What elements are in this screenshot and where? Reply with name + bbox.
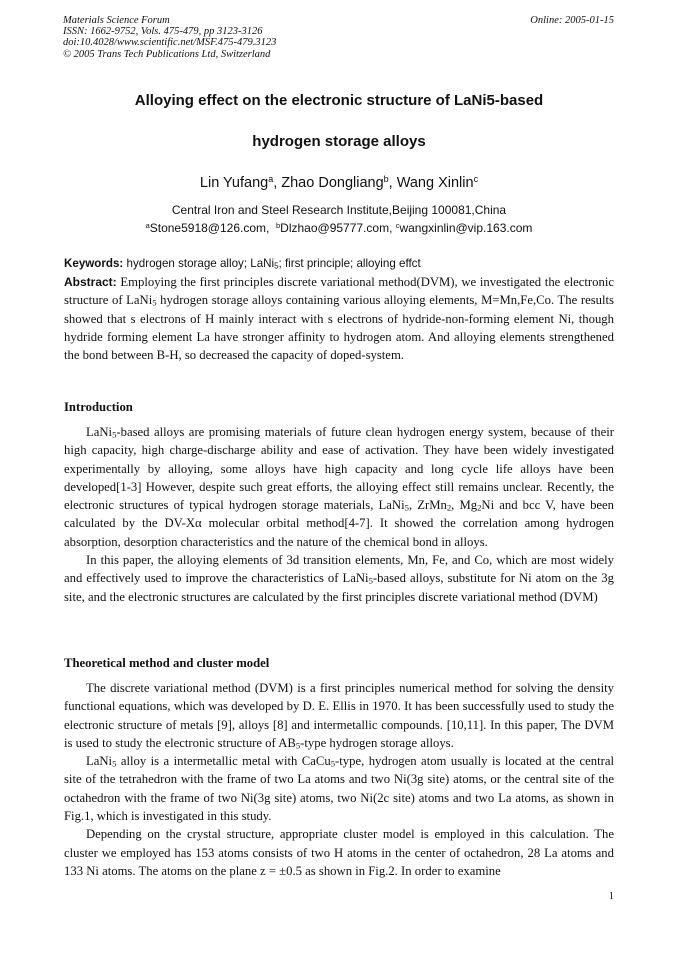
text-run: In this paper, the alloying elements of 3d transition elements, Mn, Fe, and Co, which are most widely and effectively used to improve the characteristics of LaNi [64,553,614,586]
subscript: 5 [152,298,157,309]
abstract [64,273,614,364]
email-mark: a [145,220,150,230]
email-address[interactable]: Dlzhao@95777.com, [280,221,393,235]
author-mark: a [268,174,274,185]
doi-line[interactable]: doi:10.4028/www.scientific.net/MSF.475-479.3123 [63,37,277,49]
subscript: 5 [274,261,279,271]
email-address[interactable]: Stone5918@126.com, [149,221,270,235]
text-run: Ni and bcc V, have been calculated by the DV-Xα molecular orbital method[4-7]. It showed the correlation among hydrogen absorption, desorption characteristics and the nature of the chemical bond in alloys. [64,498,615,549]
subscript: 5 [368,576,373,587]
subscript: 5 [330,758,336,769]
online-date: Online: 2005-01-15 [530,15,614,26]
paragraph [64,752,614,825]
keywords-text: hydrogen storage alloy; LaNi [126,257,275,270]
paragraph [64,679,614,752]
paragraph [64,825,614,880]
subscript: 2 [477,502,482,513]
paragraph [64,551,614,606]
subscript: 2 [446,502,452,513]
text-run: , Mg [451,498,478,513]
text-run: -type hydrogen storage alloys. [300,735,454,750]
author-name: Wang Xinlin [396,175,474,191]
author-name: Lin Yufang [199,175,269,191]
abstract-label: Abstract: [64,275,117,289]
email-list [40,221,638,235]
text-run: LaNi [86,425,113,439]
keywords-label: Keywords: [64,257,124,270]
text-run: Depending on the crystal structure, appropriate cluster model is employed in this calculation. The cluster we employed has 153 atoms consists of two H atoms in the center of octahedron, 28 La atoms and 133 Ni atoms. The atoms on the plane z = ±0.5 as shown in Fig.2. In order to examine [64,827,614,878]
author-mark: c [473,174,479,185]
email-mark: c [395,220,400,230]
introduction-heading: Introduction [64,400,133,414]
text-run: alloy is a intermetallic metal with CaCu [116,754,331,769]
text-run: , ZrMn [408,498,447,513]
copyright-line: © 2005 Trans Tech Publications Ltd, Switzerland [63,48,271,60]
journal-name: Materials Science Forum [63,15,170,26]
text-run: -based alloys, substitute for Ni atom on the 3g site, and the electronic structures are calculated by the first principles discrete variational method (DVM) [64,571,614,604]
keywords [64,257,614,271]
email-address[interactable]: wangxinlin@vip.163.com [399,221,533,235]
theory-body [64,679,614,880]
paragraph [64,423,614,551]
author-name: Zhao Dongliang [281,175,384,191]
paper-title-line-1: Alloying effect on the electronic structure of LaNi5-based [134,92,544,109]
author-list: Lin Yufang$^a$, Zhao Dongliang$^b$, Wang Xinlin$^c$ [199,174,479,191]
subscript: 5 [295,740,301,751]
keywords-text: ; first principle; alloying effct [278,257,421,270]
introduction-body [64,423,614,606]
journal-header [63,15,276,60]
text-run: LaNi [86,754,113,769]
subscript: 5 [112,429,117,440]
text-run: -type, hydrogen atom usually is located at the central site of the tetrahedron with the frame of two La atoms and two Ni(3g site) atoms, or the central site of the octahedron with the frame of two Ni(3g site) atoms, two Ni(2c site) atoms and two La atoms, as shown in Fig.1, which is investigated in this study. [64,754,614,824]
affiliation: Central Iron and Steel Research Institute,Beijing 100081,China [171,203,507,217]
subscript: 5 [404,502,409,513]
page-number: 1 [608,891,614,902]
subscript: 5 [112,758,117,769]
author-mark: b [383,174,389,185]
text-run: The discrete variational method (DVM) is a first principles numerical method for solving the density functional equations, which was developed by D. E. Ellis in 1970. It has been successfully used to study the electronic structure of metals [9], alloys [8] and intermetallic compounds. [10,11]. In this paper, The DVM is used to study the electronic structure of AB [64,681,614,750]
abstract-text: Employing the first principles discrete variational method(DVM), we investigated the electronic structure of LaNi [64,275,614,308]
issn-line: ISSN: 1662-9752, Vols. 475-479, pp 3123-3126 [63,26,263,38]
abstract-text: hydrogen storage alloys containing various alloying elements, M=Mn,Fe,Co. The results showed that s electrons of H mainly interact with s electrons of hydride-non-forming element Ni, though hydride forming element La have stronger affinity to hydrogen atom. And alloying elements strengthened the bond between B-H, so decreased the capacity of doped-system. [64,293,614,363]
paper-title-line-2: hydrogen storage alloys [252,133,426,150]
theory-heading: Theoretical method and cluster model [64,656,270,670]
email-mark: b [276,220,281,230]
text-run: -based alloys are promising materials of future clean hydrogen energy system, because of their high capacity, high charge-discharge ability and ease of activation. They have been widely investigated experimentally by alloying, some alloys have high capacity and long cycle life alloys have been developed[1-3] However, despite such great efforts, the alloying effect still remains unclear. Recently, the electronic structures of typical hydrogen storage materials, LaNi [64,425,614,513]
